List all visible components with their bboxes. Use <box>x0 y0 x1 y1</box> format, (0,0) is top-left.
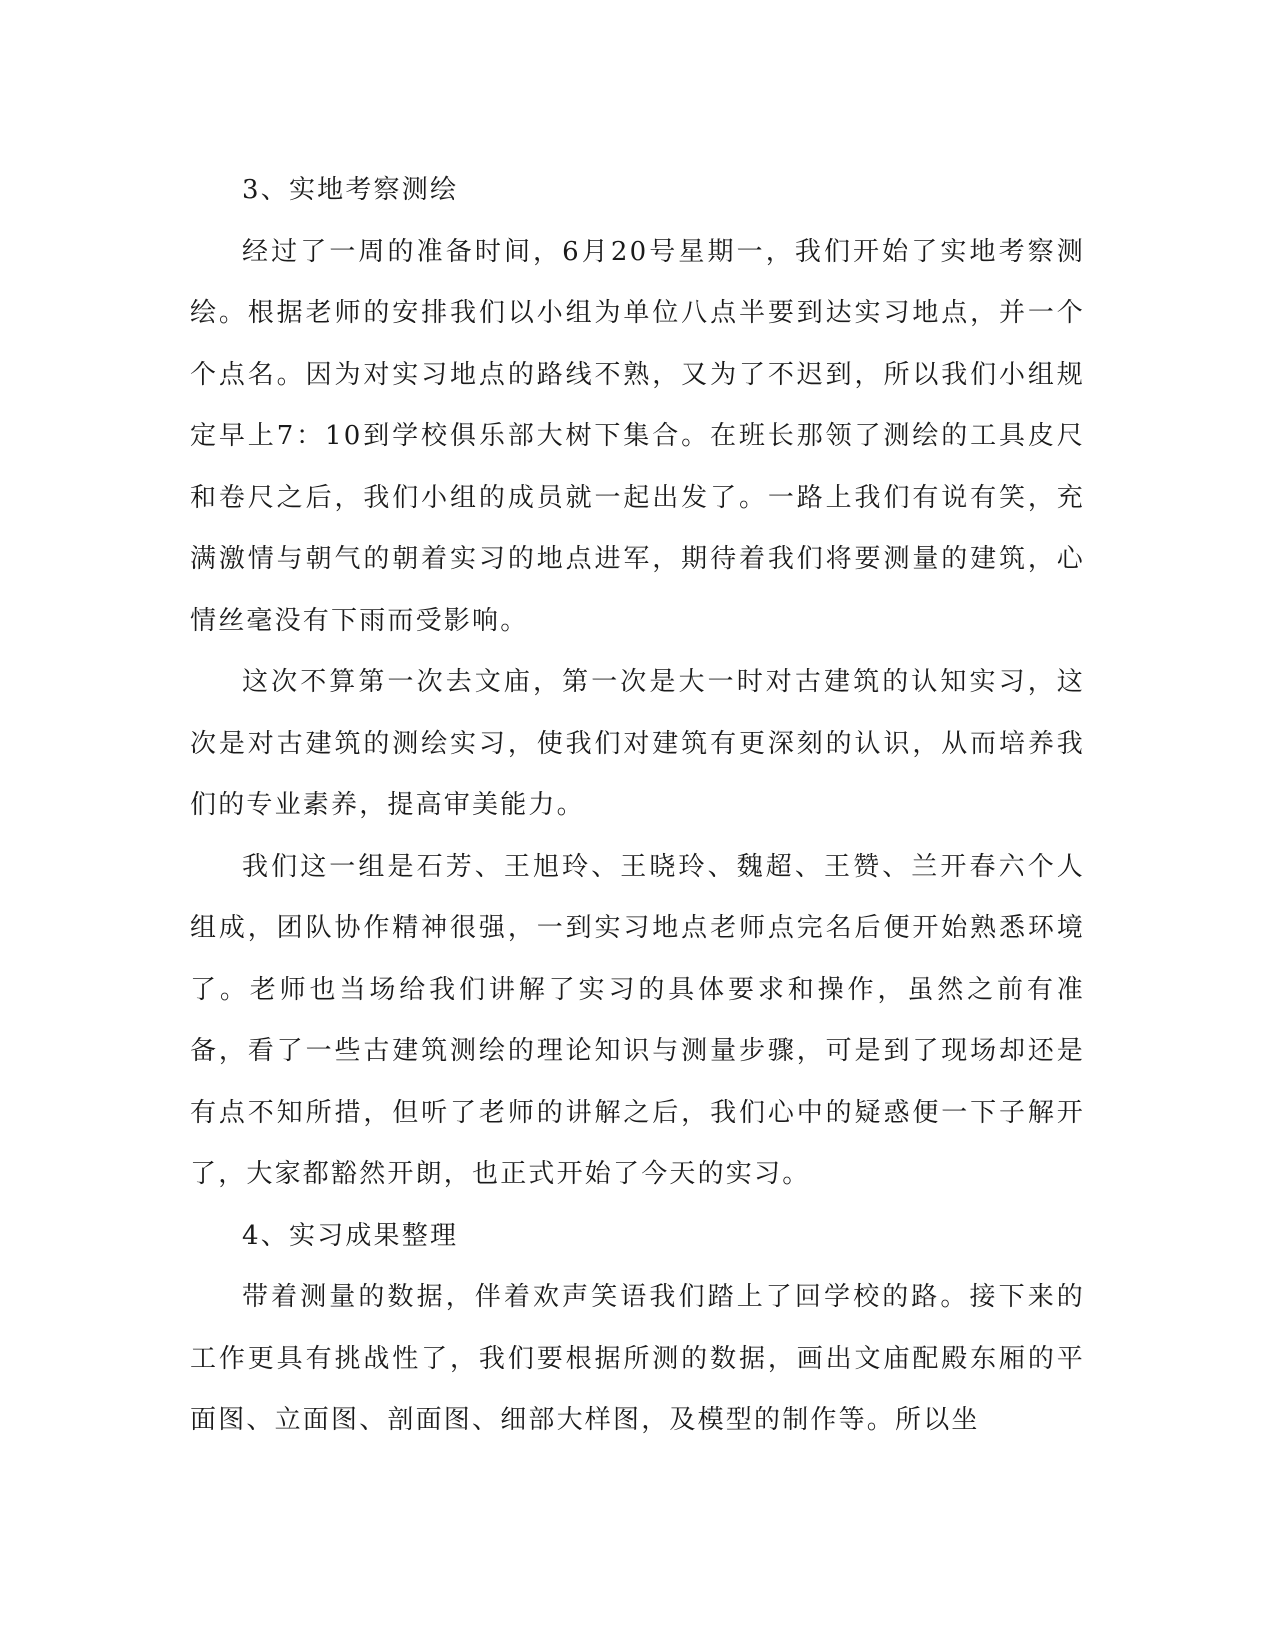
paragraph-group-members: 我们这一组是石芳、王旭玲、王晓玲、魏超、王赞、兰开春六个人组成，团队协作精神很强，一到实习地点老师点完名后便开始熟悉环境了。老师也当场给我们讲解了实习的具体要求和操作，虽然之前有准备，看了一些古建筑测绘的理论知识与测量步骤，可是到了现场却还是有点不知所措，但听了老师的讲解之后，我们心中的疑惑便一下子解开了，大家都豁然开朗，也正式开始了今天的实习。 <box>190 851 1085 1189</box>
document-body <box>190 160 1085 1452</box>
section-heading-4: 4、实习成果整理 <box>242 1220 459 1251</box>
paragraph-results: 带着测量的数据，伴着欢声笑语我们踏上了回学校的路。接下来的工作更具有挑战性了，我们要根据所测的数据，画出文庙配殿东厢的平面图、立面图、剖面图、细部大样图，及模型的制作等。所以坐 <box>190 1282 1085 1435</box>
paragraph-temple-visit: 这次不算第一次去文庙，第一次是大一时对古建筑的认知实习，这次是对古建筑的测绘实习，使我们对建筑有更深刻的认识，从而培养我们的专业素养，提高审美能力。 <box>190 667 1085 820</box>
section-heading-3: 3、实地考察测绘 <box>242 175 459 205</box>
paragraph-field-survey: 经过了一周的准备时间，6月20号星期一，我们开始了实地考察测绘。根据老师的安排我们以小组为单位八点半要到达实习地点，并一个个点名。因为对实习地点的路线不熟，又为了不迟到，所以我们小组规定早上7：10到学校俱乐部大树下集合。在班长那领了测绘的工具皮尺和卷尺之后，我们小组的成员就一起出发了。一路上我们有说有笑，充满激情与朝气的朝着实习的地点进军，期待着我们将要测量的建筑，心情丝毫没有下雨而受影响。 <box>190 236 1085 636</box>
